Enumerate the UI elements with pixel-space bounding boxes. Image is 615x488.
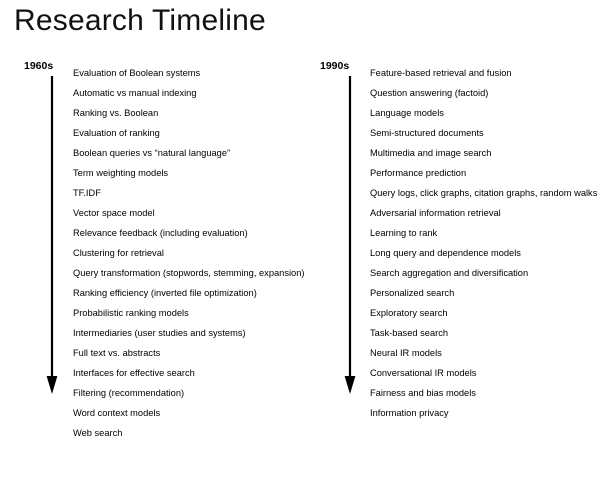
down-arrow-icon [46, 76, 58, 396]
list-item: Query logs, click graphs, citation graphs, random walks [370, 188, 598, 198]
list-item: TF.IDF [73, 188, 101, 198]
list-item: Clustering for retrieval [73, 248, 164, 258]
down-arrow-icon [344, 76, 356, 396]
list-item: Evaluation of Boolean systems [73, 68, 201, 78]
list-item: Exploratory search [370, 308, 448, 318]
list-item: Information privacy [370, 408, 449, 418]
list-item: Ranking vs. Boolean [73, 108, 159, 118]
list-item: Intermediaries (user studies and systems) [73, 328, 246, 338]
list-item: Personalized search [370, 288, 455, 298]
timeline-items-1990s [370, 63, 615, 423]
list-item: Query transformation (stopwords, stemming, expansion) [73, 268, 305, 278]
decade-label-1990s: 1990s [320, 60, 350, 72]
list-item: Fairness and bias models [370, 388, 476, 398]
list-item: Probabilistic ranking models [73, 308, 189, 318]
list-item: Task-based search [370, 328, 449, 338]
list-item: Neural IR models [370, 348, 442, 358]
list-item: Full text vs. abstracts [73, 348, 161, 358]
list-item: Relevance feedback (including evaluation) [73, 228, 248, 238]
list-item: Long query and dependence models [370, 248, 521, 258]
list-item: Conversational IR models [370, 368, 477, 378]
list-item: Boolean queries vs “natural language” [73, 148, 231, 158]
list-item: Vector space model [73, 208, 155, 218]
list-item: Multimedia and image search [370, 148, 492, 158]
list-item: Performance prediction [370, 168, 467, 178]
list-item: Filtering (recommendation) [73, 388, 185, 398]
list-item: Ranking efficiency (inverted file optimization) [73, 288, 257, 298]
page-title: Research Timeline [14, 4, 266, 37]
list-item: Web search [73, 428, 123, 438]
list-item: Feature-based retrieval and fusion [370, 68, 512, 78]
list-item: Term weighting models [73, 168, 169, 178]
list-item: Evaluation of ranking [73, 128, 160, 138]
list-item: Automatic vs manual indexing [73, 88, 197, 98]
list-item: Interfaces for effective search [73, 368, 195, 378]
list-item: Language models [370, 108, 444, 118]
list-item: Word context models [73, 408, 161, 418]
list-item: Learning to rank [370, 228, 438, 238]
list-item: Semi-structured documents [370, 128, 484, 138]
list-item: Question answering (factoid) [370, 88, 489, 98]
decade-label-1960s: 1960s [24, 60, 54, 72]
timeline-items-1960s [73, 63, 313, 443]
list-item: Search aggregation and diversification [370, 268, 529, 278]
list-item: Adversarial information retrieval [370, 208, 501, 218]
